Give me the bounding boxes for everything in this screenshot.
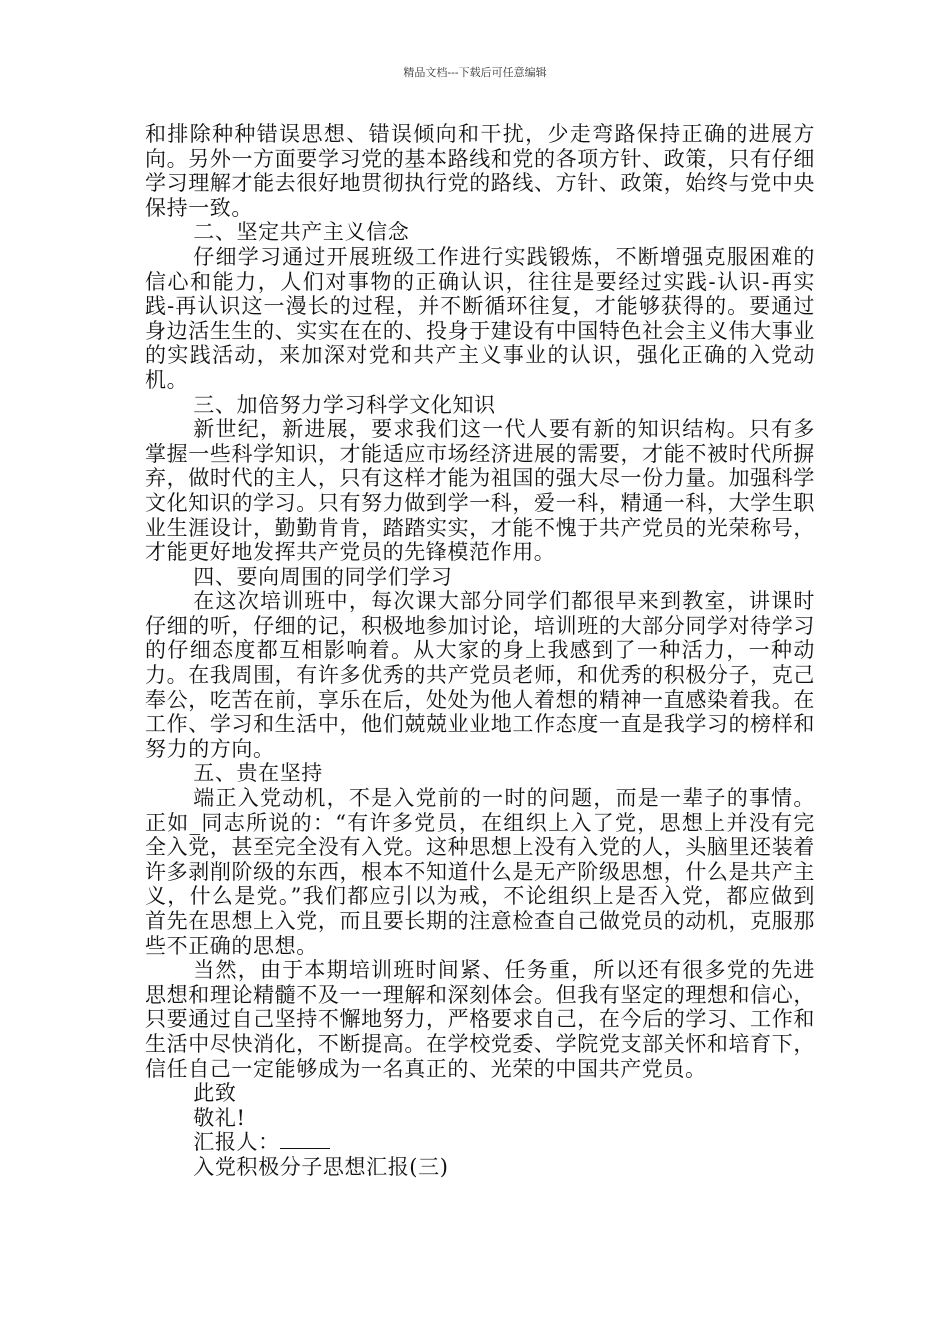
paragraph-conclusion: 当然，由于本期培训班时间紧、任务重，所以还有很多党的先进思想和理论精髓不及一一理解和深刻体会。但我有坚定的理想和信心，只要通过自己坚持不懈地努力，严格要求自己，在今后的学习、工作和生活中尽快消化，不断提高。在学校党委、学院党支部关怀和培育下，信任自己一定能够成为一名真正的、光荣的中国共产党员。 <box>145 958 815 1081</box>
closing-line: 此致 <box>193 1081 237 1106</box>
paragraph-section-2: 仔细学习通过开展班级工作进行实践锻炼，不断增强克服困难的信心和能力，人们对事物的正确认识，往往是要经过实践-认识-再实践-再认识这一漫长的过程，并不断循环往复，才能够获得的。要通过身边活生生的、实实在在的、投身于建设有中国特色社会主义伟大事业的实践活动，来加深对党和共产主义事业的认识，强化正确的入党动机。 <box>145 244 815 392</box>
next-report-title: 入党积极分子思想汇报(三) <box>193 1154 449 1179</box>
paragraph-continuation: 和排除种种错误思想、错误倾向和干扰，少走弯路保持正确的进展方向。另外一方面要学习党的基本路线和党的各项方针、政策，只有仔细学习理解才能去很好地贯彻执行党的路线、方针、政策，始终与党中央保持一致。 <box>145 122 815 220</box>
salute-line: 敬礼! <box>193 1105 246 1130</box>
section-heading-5: 五、贵在坚持 <box>193 761 323 786</box>
page-header: 精品文档---下载后可任意编辑 <box>403 66 547 79</box>
paragraph-section-4: 在这次培训班中，每次课大部分同学们都很早来到教室，讲课时仔细的听，仔细的记，积极地参加讨论，培训班的大部分同学对待学习的仔细态度都互相影响着。从大家的身上我感到了一种活力，一种动力。在我周围，有许多优秀的共产党员老师，和优秀的积极分子，克己奉公，吃苦在前，享乐在后，处处为他人着想的精神一直感染着我。在工作、学习和生活中，他们兢兢业业地工作态度一直是我学习的榜样和努力的方向。 <box>145 589 815 761</box>
reporter-line <box>145 1130 815 1155</box>
section-heading-3: 三、加倍努力学习科学文化知识 <box>193 392 496 417</box>
document-body <box>145 122 815 1180</box>
paragraph-section-5: 端正入党动机，不是入党前的一时的问题，而是一辈子的事情。正如_同志所说的：“有许多党员，在组织上入了党，思想上并没有完全入党，甚至完全没有入党。这种思想上没有入党的人，头脑里还装着许多剥削阶级的东西，根本不知道什么是无产阶级思想，什么是共产主义，什么是党。”我们都应引以为戒，不论组织上是否入党，都应做到首先在思想上入党，而且要长期的注意检查自己做党员的动机，克服那些不正确的思想。 <box>145 786 815 958</box>
reporter-label: 汇报人： <box>193 1130 280 1155</box>
reporter-blank <box>280 1147 330 1149</box>
section-heading-4: 四、要向周围的同学们学习 <box>193 564 453 589</box>
paragraph-section-3: 新世纪，新进展，要求我们这一代人要有新的知识结构。只有多掌握一些科学知识，才能适应市场经济进展的需要，才能不被时代所摒弃，做时代的主人，只有这样才能为祖国的强大尽一份力量。加强科学文化知识的学习。只有努力做到学一科，爱一科，精通一科，大学生职业生涯设计，勤勤肯肯，踏踏实实，才能不愧于共产党员的光荣称号，才能更好地发挥共产党员的先锋模范作用。 <box>145 417 815 565</box>
section-heading-2: 二、坚定共产主义信念 <box>193 220 410 245</box>
